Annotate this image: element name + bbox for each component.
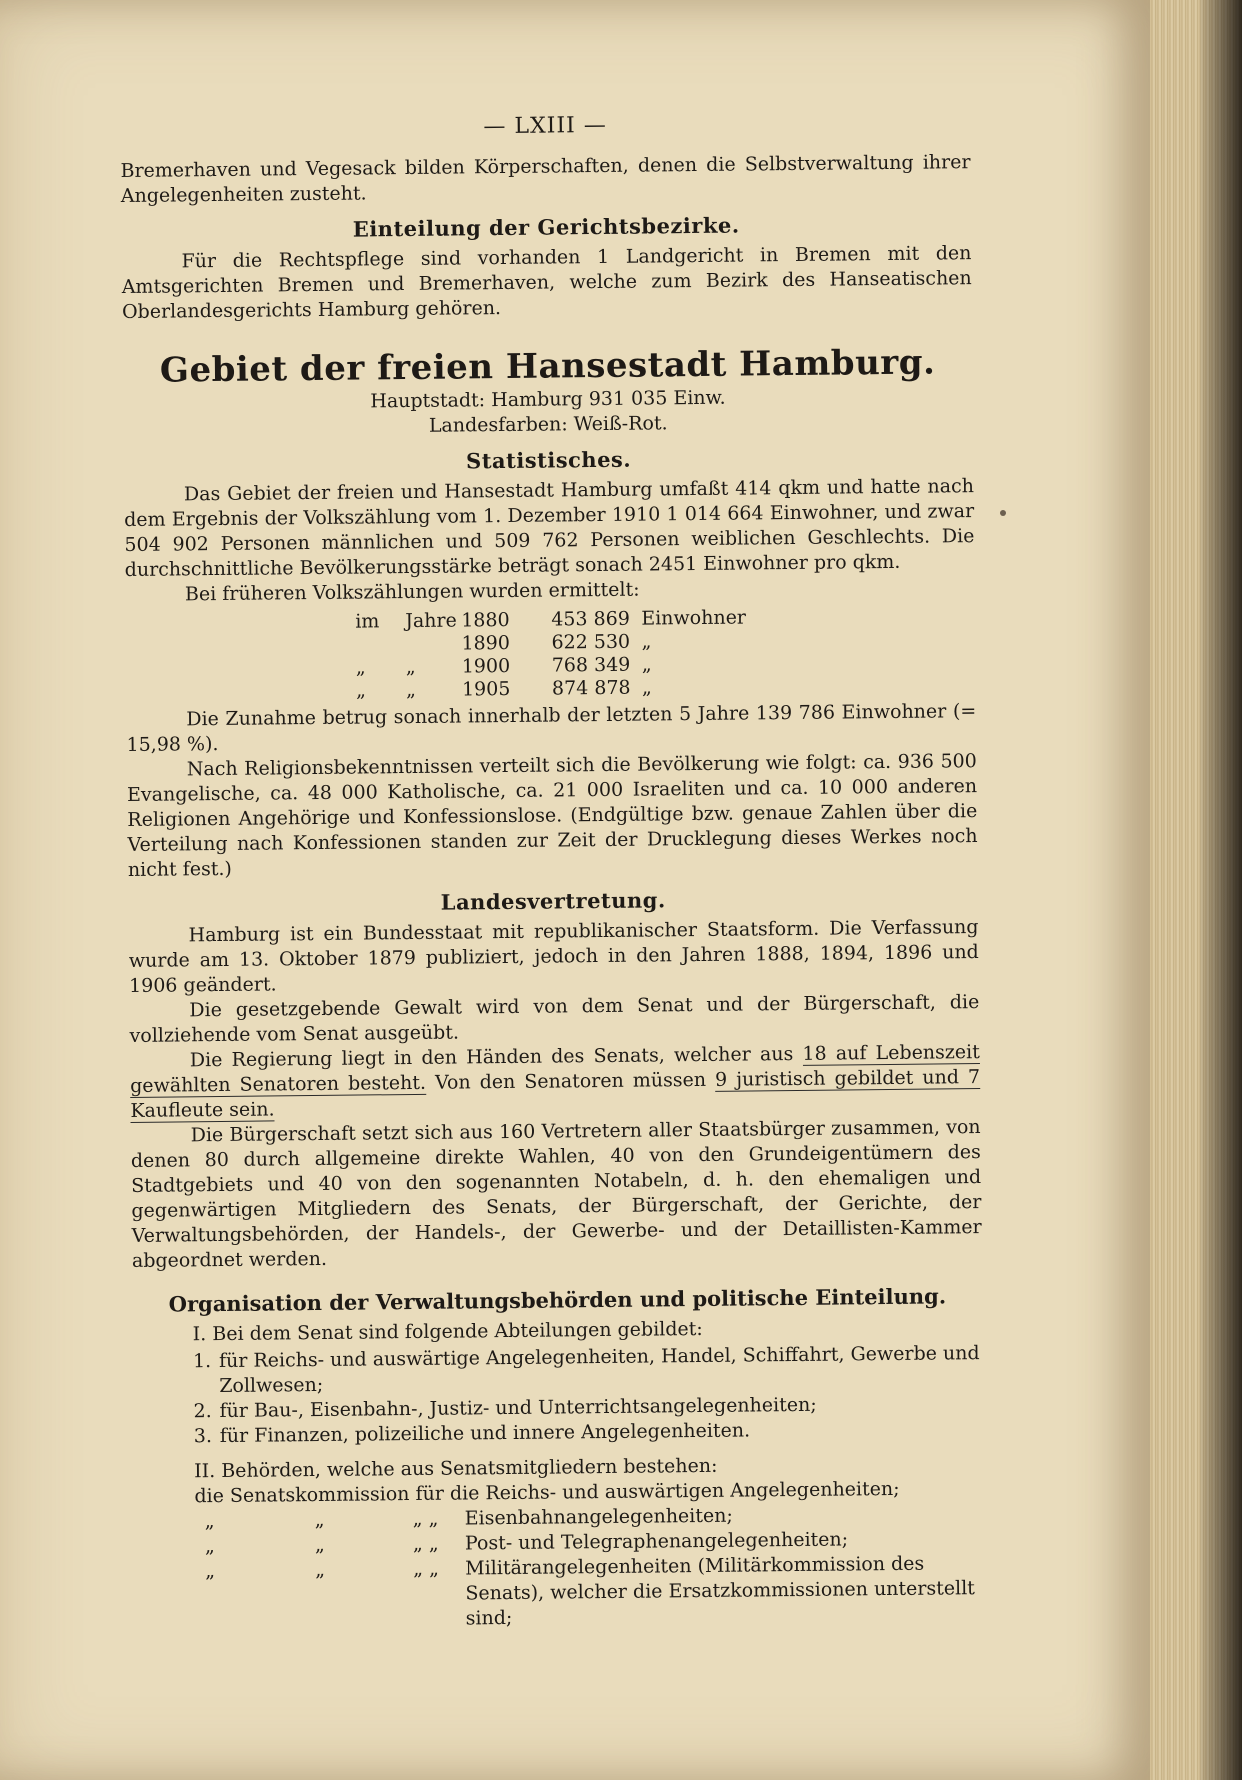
capital-line: Hauptstadt: Hamburg 931 035 Einw. [370,386,726,413]
list-item: 1. für Reichs- und auswärtige Angelegenheiten, Handel, Schiffahrt, Gewerbe und Zollwesen; [192,1342,980,1398]
statistics-heading: Statistisches. [465,446,632,474]
growth-paragraph: Die Zunahme betrug sonach innerhalb der letzten 5 Jahre 139 786 Einwohner (= 15,98 %). [126,700,977,756]
ink-speck [1000,510,1006,516]
main-title: Gebiet der freien Hansestadt Hamburg. [159,342,936,391]
senate-departments-intro: I. Bei dem Senat sind folgende Abteilungen gebildet: [192,1317,703,1346]
list-item: „ „ „ „ Eisenbahnangelegenheiten; [204,1504,733,1533]
departments-list [193,1341,984,1449]
commission-first: die Senatskommission für die Reichs- und auswärtigen Angelegenheiten; [194,1477,900,1508]
constitution-paragraph: Hamburg ist ein Bundesstaat mit republikanischer Staatsform. Die Verfassung wurde am 13. Oktober 1879 publiziert, jedoch in den Jahren 1888, 1894, 1896 und 1906 geändert. [128,916,979,997]
underlined-senators: 18 auf Lebenszeit gewählten Senatoren besteht. [130,1041,980,1097]
page-number: — LXIII — [483,112,607,140]
court-paragraph: Für die Rechtspflege sind vorhanden 1 Landgericht in Bremen mit den Amtsgerichten Bremen und Bremerhaven, welche zum Bezirk des Hanseatischen Oberlandesgerichts Hamburg gehören. [121,242,972,323]
government-paragraph: Die Regierung liegt in den Händen des Senats, welcher aus 18 auf Lebenszeit gewählten Senatoren besteht. Von den Senatoren müssen 9 juristisch gebildet und 7 Kaufleute sein. [130,1041,981,1122]
statistics-paragraph: Das Gebiet der freien und Hansestadt Hamburg umfaßt 414 qkm und hatte nach dem Ergebnis der Volkszählung vom 1. Dezember 1910 1 014 664 Einwohner, und zwar 504 902 Personen männlichen und 509 762 Personen weiblichen Geschlechts. Die durchschnittliche Bevölkerungsstärke beträgt sonach 2451 Einwohner pro qkm. [124,475,975,581]
page-content [120,109,986,1635]
representation-heading: Landesvertretung. [440,887,666,915]
census-row: 1890 622 530 „ [461,630,652,655]
list-item: „ „ „ „ Post- und Telegraphenangelegenheiten; [204,1528,849,1558]
list-item: „ „ „ „ Militärangelegenheiten (Militärkommission des Senats), welcher die Ersatzkommissionen unterstellt sind; [205,1552,975,1630]
intro-paragraph: Bremerhaven und Vegesack bilden Körperschaften, denen die Selbstverwaltung ihrer Angelegenheiten zusteht. [120,151,971,207]
authorities-intro: II. Behörden, welche aus Senatsmitgliedern bestehen: [194,1454,718,1483]
court-heading: Einteilung der Gerichtsbezirke. [352,212,740,242]
list-item: 3. für Finanzen, polizeiliche und innere Angelegenheiten. [193,1419,751,1448]
census-table [355,603,976,701]
list-item: 2. für Bau-, Eisenbahn-, Justiz- und Unterrichtsangelegenheiten; [193,1393,817,1423]
organisation-heading: Organisation der Verwaltungsbehörden und politische Einteilung. [168,1283,947,1317]
commissions-list [195,1501,986,1634]
state-colors-line: Landesfarben: Weiß-Rot. [428,412,668,437]
census-row: „ „ 1900 768 349 „ [355,653,652,679]
binding-shadow [1200,0,1242,1780]
census-intro: Bei früheren Volkszählungen wurden ermittelt: [184,578,640,606]
religion-paragraph: Nach Religionsbekenntnissen verteilt sich die Bevölkerung wie folgt: ca. 936 500 Evangelische, ca. 48 000 Katholische, ca. 21 000 Israeliten und ca. 10 000 anderen Religionen Angehörige und Konfessionslose. (Endgültige bzw. genaue Zahlen über die Verteilung nach Konfessionen standen zur Zeit der Drucklegung dieses Werkes noch nicht fest.) [126,750,978,881]
citizenry-paragraph: Die Bürgerschaft setzt sich aus 160 Vertretern aller Staatsbürger zusammen, von denen 80 durch allgemeine direkte Wahlen, 40 von den Grundeigentümern des Stadtgebiets und 40 von den sogenannten Notabeln, d. h. den ehemaligen und gegenwärtigen Mitgliedern des Senats, der Bürgerschaft, der Gerichte, der Verwaltungsbehörden, der Handels-, der Gewerbe- und der Detaillisten-Kammer abgeordnet werden. [130,1116,982,1272]
census-row: „ „ 1905 874 878 „ [355,676,652,702]
legislative-paragraph: Die gesetzgebende Gewalt wird von dem Senat und der Bürgerschaft, die vollziehende vom Senat ausgeübt. [129,991,980,1047]
census-row: im Jahre 1880 453 869 Einwohner [355,606,747,633]
underlined-qualification: 9 juristisch gebildet und 7 Kaufleute sein. [130,1066,981,1122]
